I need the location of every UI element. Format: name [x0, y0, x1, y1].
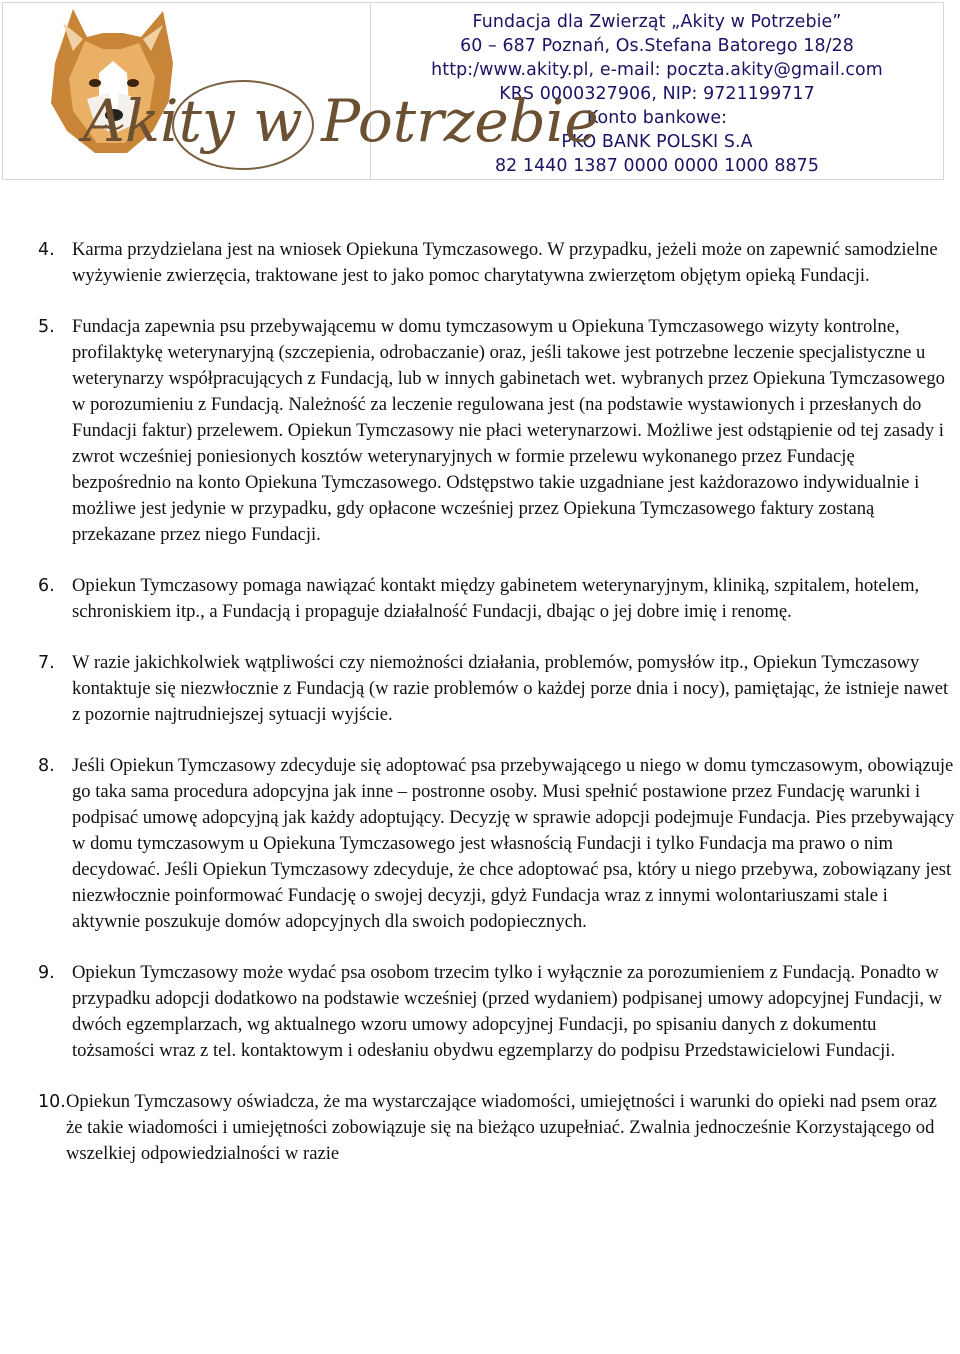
item-number: 9.	[38, 963, 55, 983]
bank-name: PKO BANK POLSKI S.A	[561, 132, 753, 152]
list-item	[38, 753, 960, 935]
item-number: 6.	[38, 576, 55, 596]
item-text: Fundacja zapewnia psu przebywającemu w domu tymczasowym u Opiekuna Tymczasowego wizyty kontrolne, profilaktykę weterynaryjną (szczepienia, odrobaczanie) oraz, jeśli takowe jest potrzebne leczenie specjalistyczne u weterynarzy współpracujących z Fundacją, lub w innych gabinetach wet. wybranych przez Opiekuna Tymczasowego w porozumieniu z Fundacją. Należność za leczenie regulowana jest (na podstawie wystawionych i przesłanych do Fundacji faktur) przelewem. Opiekun Tymczasowy nie płaci weterynarzowi. Możliwe jest odstąpienie od tej zasady i zwrot wcześniej poniesionych kosztów weterynaryjnych w formie przelewu wykonanego przez Fundację bezpośrednio na konto Opiekuna Tymczasowego. Odstępstwo takie uzgadniane jest każdorazowo indywidualnie i możliwe jest jedynie w przypadku, gdy opłacone wcześniej przez Opiekuna Tymczasowego faktury zostaną przekazane przez niego Fundacji.	[72, 316, 945, 545]
foundation-web-email[interactable]: http:/www.akity.pl, e-mail: poczta.akity@gmail.com	[431, 60, 883, 80]
list-item	[38, 960, 960, 1064]
item-number: 4.	[38, 240, 55, 260]
bank-account-label: Konto bankowe:	[586, 108, 728, 128]
item-text: W razie jakichkolwiek wątpliwości czy niemożności działania, problemów, pomysłów itp., Opiekun Tymczasowy kontaktuje się niezwłocznie z Fundacją (w razie problemów o każdej porze dnia i nocy), pamiętając, że istnieje nawet z pozornie najtrudniejszej sytuacji wyjście.	[72, 652, 949, 725]
item-text: Jeśli Opiekun Tymczasowy zdecyduje się adoptować psa przebywającego u niego w domu tymczasowym, obowiązuje go taka sama procedura adopcyjna jak inne – postronne osoby. Musi spełnić postawione przez Fundację warunki i podpisać umowę adopcyjną jak każdy adoptujący. Decyzję w sprawie adopcji podejmuje Fundacja. Pies przebywający w domu tymczasowym u Opiekuna Tymczasowego jest własnością Fundacji i tylko Fundacja ma prawo o nim decydować. Jeśli Opiekun Tymczasowy zdecyduje, że chce adoptować psa, który u niego przebywa, zobowiązany jest niezwłocznie poinformować Fundację o swojej decyzji, gdyż Fundacja wraz z innymi wolontariuszami stale i aktywnie poszukuje domów adopcyjnych dla swoich podopiecznych.	[72, 755, 955, 932]
item-number: 5.	[38, 317, 55, 337]
akita-dog-logo-icon	[3, 3, 599, 179]
list-item	[38, 650, 960, 728]
foundation-registry: KRS 0000327906, NIP: 9721199717	[499, 84, 815, 104]
list-item	[38, 314, 960, 548]
terms-list	[38, 237, 960, 1192]
letterhead	[2, 2, 944, 180]
list-item	[38, 1089, 960, 1167]
item-text: Opiekun Tymczasowy pomaga nawiązać kontakt między gabinetem weterynaryjnym, kliniką, szpitalem, hotelem, schroniskiem itp., a Fundacją i propaguje działalność Fundacji, dbając o jej dobre imię i renomę.	[72, 575, 920, 622]
item-number: 10.	[38, 1092, 66, 1112]
foundation-address: 60 – 687 Poznań, Os.Stefana Batorego 18/28	[460, 36, 854, 56]
logo-wordmark: Akity w Potrzebie	[83, 87, 599, 155]
item-number: 8.	[38, 756, 55, 776]
list-item	[38, 237, 960, 289]
bank-account-number: 82 1440 1387 0000 0000 1000 8875	[494, 156, 820, 176]
list-item	[38, 573, 960, 625]
item-number: 7.	[38, 653, 55, 673]
item-text: Karma przydzielana jest na wniosek Opiekuna Tymczasowego. W przypadku, jeżeli może on zapewnić samodzielne wyżywienie zwierzęcia, traktowane jest to jako pomoc charytatywna zwierzętom objętym opieką Fundacji.	[72, 239, 938, 286]
logo-panel	[2, 2, 599, 180]
foundation-name: Fundacja dla Zwierząt „Akity w Potrzebie”	[472, 12, 842, 32]
item-text: Opiekun Tymczasowy oświadcza, że ma wystarczające wiadomości, umiejętności i warunki do opieki nad psem oraz że takie wiadomości i umiejętności zobowiązuje się na bieżąco uzupełniać. Zwalnia jednocześnie Korzystającego od wszelkiej odpowiedzialności w razie	[66, 1091, 937, 1164]
item-text: Opiekun Tymczasowy może wydać psa osobom trzecim tylko i wyłącznie za porozumieniem z Fundacją. Ponadto w przypadku adopcji dodatkowo na podstawie wcześniej (przed wydaniem) podpisanej umowy adopcyjnej Fundacji, w dwóch egzemplarzach, wg aktualnego wzoru umowy adopcyjnej Fundacji, po spisaniu danych z dokumentu tożsamości wraz z tel. kontaktowym i odesłaniu obydwu egzemplarzy do podpisu Przedstawicielowi Fundacji.	[72, 962, 943, 1061]
